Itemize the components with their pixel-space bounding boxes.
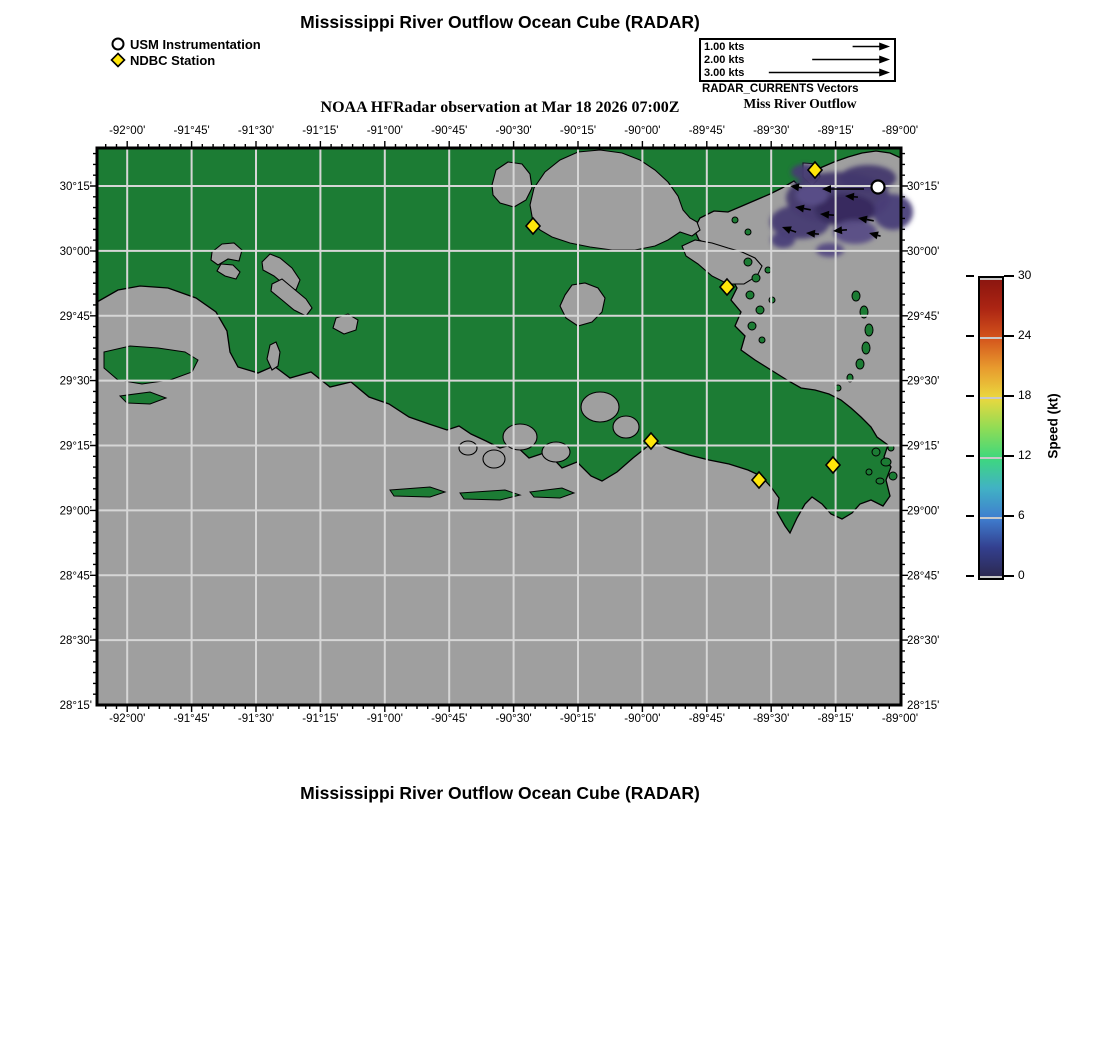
y-tick-label: 29°15' [907,440,940,453]
x-tick-label: -91°00' [366,713,403,725]
y-tick-label: 28°15' [907,700,940,712]
y-tick-label: 29°45' [59,310,92,323]
observation-subtitle: NOAA HFRadar observation at Mar 18 2026 07:00Z [320,99,680,116]
x-tick-label: -90°45' [431,125,468,137]
vector-caption: RADAR_CURRENTS Vectors [702,83,859,95]
colorbar-tick-label: 30 [1018,268,1032,282]
colorbar-tick [966,275,974,277]
x-tick-label: -89°45' [688,713,725,725]
x-tick-label: -89°15' [817,713,854,725]
colorbar-gridline [980,397,1002,399]
y-tick-label: 29°00' [907,505,940,518]
y-tick-label: 28°45' [907,570,940,583]
x-tick-label: -92°00' [109,713,146,725]
y-tick-label: 29°30' [907,375,940,388]
colorbar-tick [1004,275,1014,277]
x-tick-label: -91°15' [302,713,339,725]
colorbar-gridline [980,576,1002,578]
colorbar-tick [966,335,974,337]
colorbar-gridline [980,337,1002,339]
colorbar-tick [1004,335,1014,337]
x-tick-label: -89°15' [817,125,854,137]
x-tick-label: -91°00' [366,125,403,137]
legend-label-usm: USM Instrumentation [130,36,261,52]
y-tick-label: 29°30' [59,375,92,388]
x-tick-label: -90°15' [559,713,597,725]
colorbar-tick [966,575,974,577]
colorbar-tick-label: 6 [1018,508,1025,522]
x-tick-label: -90°30' [495,713,532,725]
colorbar-tick-label: 24 [1018,328,1032,342]
colorbar-tick [966,455,974,457]
x-tick-label: -90°00' [624,125,661,137]
colorbar-tick-label: 0 [1018,568,1025,582]
colorbar-tick-label: 12 [1018,448,1032,462]
y-tick-label: 30°00' [907,245,940,258]
region-label: Miss River Outflow [743,96,857,111]
vector-scale-label: 3.00 kts [704,66,745,79]
colorbar-tick [1004,575,1014,577]
x-tick-label: -91°45' [173,713,210,725]
y-tick-label: 29°15' [59,440,92,453]
colorbar-tick [966,515,974,517]
x-tick-label: -90°30' [495,125,532,137]
y-tick-label: 29°45' [907,310,940,323]
colorbar-tick [1004,395,1014,397]
y-tick-label: 29°00' [59,505,92,518]
y-tick-label: 28°30' [59,635,92,648]
y-tick-label: 30°15' [59,181,92,193]
colorbar-gridline [980,457,1002,459]
x-tick-label: -89°30' [753,125,790,137]
colorbar-gridline [980,278,1002,280]
x-tick-label: -89°30' [753,713,790,725]
y-tick-label: 30°15' [907,181,940,193]
legend-label-ndbc: NDBC Station [130,52,216,68]
x-tick-label: -91°45' [173,125,210,137]
x-tick-label: -91°30' [237,713,275,725]
x-tick-label: -90°45' [431,713,468,725]
colorbar [978,276,1004,580]
colorbar-tick-label: 18 [1018,388,1032,402]
colorbar-tick [1004,455,1014,457]
colorbar-gridline [980,517,1002,519]
x-tick-label: -90°00' [624,713,661,725]
vector-scale-label: 2.00 kts [704,53,745,66]
x-tick-label: -90°15' [559,125,597,137]
page-title: Mississippi River Outflow Ocean Cube (RADAR) [300,12,700,32]
colorbar-tick [1004,515,1014,517]
x-tick-label: -89°00' [881,125,919,137]
bottom-title: Mississippi River Outflow Ocean Cube (RADAR) [300,783,700,803]
vector-scale-label: 1.00 kts [704,40,745,53]
y-tick-label: 30°00' [59,245,92,258]
x-tick-label: -91°30' [237,125,275,137]
x-tick-label: -92°00' [109,125,146,137]
colorbar-axis-label: Speed (kt) [1045,393,1061,459]
x-tick-label: -89°00' [881,713,919,725]
y-tick-label: 28°15' [59,700,92,712]
usm-station-marker [872,181,885,194]
x-tick-label: -91°15' [302,125,339,137]
x-tick-label: -89°45' [688,125,725,137]
y-tick-label: 28°30' [907,635,940,648]
colorbar-tick [966,395,974,397]
y-tick-label: 28°45' [59,570,92,583]
